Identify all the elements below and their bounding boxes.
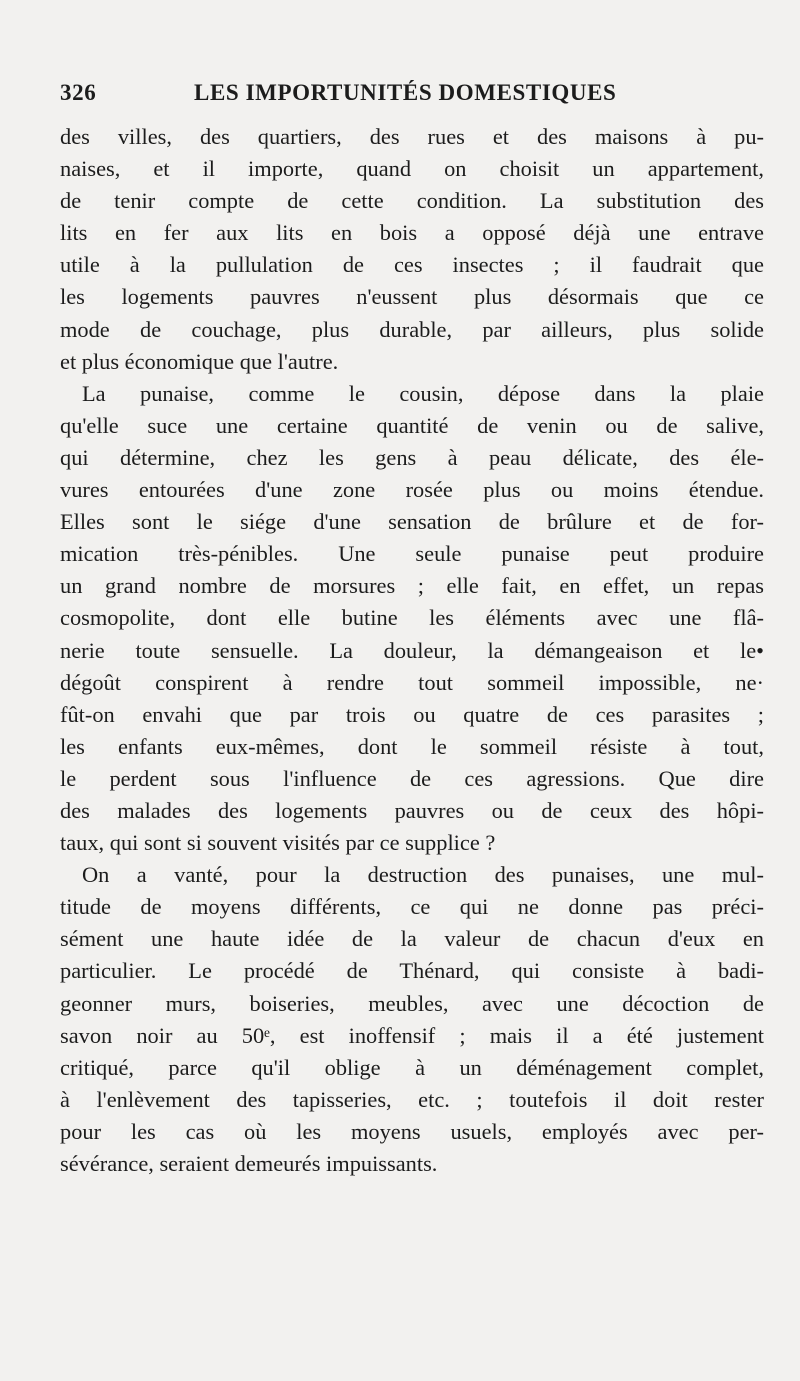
text-line: On a vanté, pour la destruction des punaises, une mul- [82, 862, 764, 888]
text-line: qui détermine, chez les gens à peau délicate, des éle- [60, 444, 764, 470]
text-line: dégoût conspirent à rendre tout sommeil impossible, ne· [60, 669, 764, 695]
text-line: savon noir au 50ᵉ, est inoffensif ; mais il a été justement [60, 1022, 764, 1048]
text-line: le perdent sous l'influence de ces agressions. Que dire [60, 765, 764, 791]
text-line: utile à la pullulation de ces insectes ; il faudrait que [60, 252, 764, 278]
text-line: geonner murs, boiseries, meubles, avec une décoction de [60, 990, 764, 1016]
text-line: Elles sont le siége d'une sensation de brûlure et de for- [60, 509, 764, 535]
text-line: lits en fer aux lits en bois a opposé déjà une entrave [60, 220, 764, 246]
text-line: un grand nombre de morsures ; elle fait, en effet, un repas [60, 573, 764, 599]
text-line: vures entourées d'une zone rosée plus ou moins étendue. [60, 477, 764, 503]
text-line: les logements pauvres n'eussent plus désormais que ce [60, 284, 764, 310]
text-line: mode de couchage, plus durable, par ailleurs, plus solide [60, 316, 764, 342]
page-number: 326 [60, 80, 97, 105]
text-line: des villes, des quartiers, des rues et des maisons à pu- [60, 124, 764, 149]
text-line: naises, et il importe, quand on choisit un appartement, [60, 156, 764, 182]
body-text [60, 121, 764, 1180]
text-line: cosmopolite, dont elle butine les éléments avec une flâ- [60, 605, 764, 631]
running-title: LES IMPORTUNITÉS DOMESTIQUES [194, 80, 617, 105]
text-line: critiqué, parce qu'il oblige à un déménagement complet, [60, 1054, 764, 1080]
running-head [60, 80, 760, 112]
text-line: titude de moyens différents, ce qui ne donne pas préci- [60, 894, 764, 920]
text-line: pour les cas où les moyens usuels, employés avec per- [60, 1118, 764, 1144]
text-line: sévérance, seraient demeurés impuissants. [60, 1151, 438, 1176]
text-line: nerie toute sensuelle. La douleur, la démangeaison et le• [60, 637, 764, 663]
text-line: fût-on envahi que par trois ou quatre de ces parasites ; [60, 701, 764, 727]
text-line: taux, qui sont si souvent visités par ce supplice ? [60, 830, 496, 856]
text-line: qu'elle suce une certaine quantité de venin ou de salive, [60, 412, 764, 438]
text-line: de tenir compte de cette condition. La substitution des [60, 188, 764, 214]
text-line: et plus économique que l'autre. [60, 348, 339, 374]
text-line: les enfants eux-mêmes, dont le sommeil résiste à tout, [60, 733, 764, 759]
text-line: particulier. Le procédé de Thénard, qui consiste à badi- [60, 958, 764, 984]
text-line: à l'enlèvement des tapisseries, etc. ; toutefois il doit rester [60, 1086, 764, 1112]
text-line: des malades des logements pauvres ou de ceux des hôpi- [60, 797, 764, 823]
text-line: sément une haute idée de la valeur de chacun d'eux en [60, 926, 764, 952]
text-line: mication très-pénibles. Une seule punaise peut produire [60, 541, 764, 567]
text-line: La punaise, comme le cousin, dépose dans la plaie [82, 380, 764, 406]
